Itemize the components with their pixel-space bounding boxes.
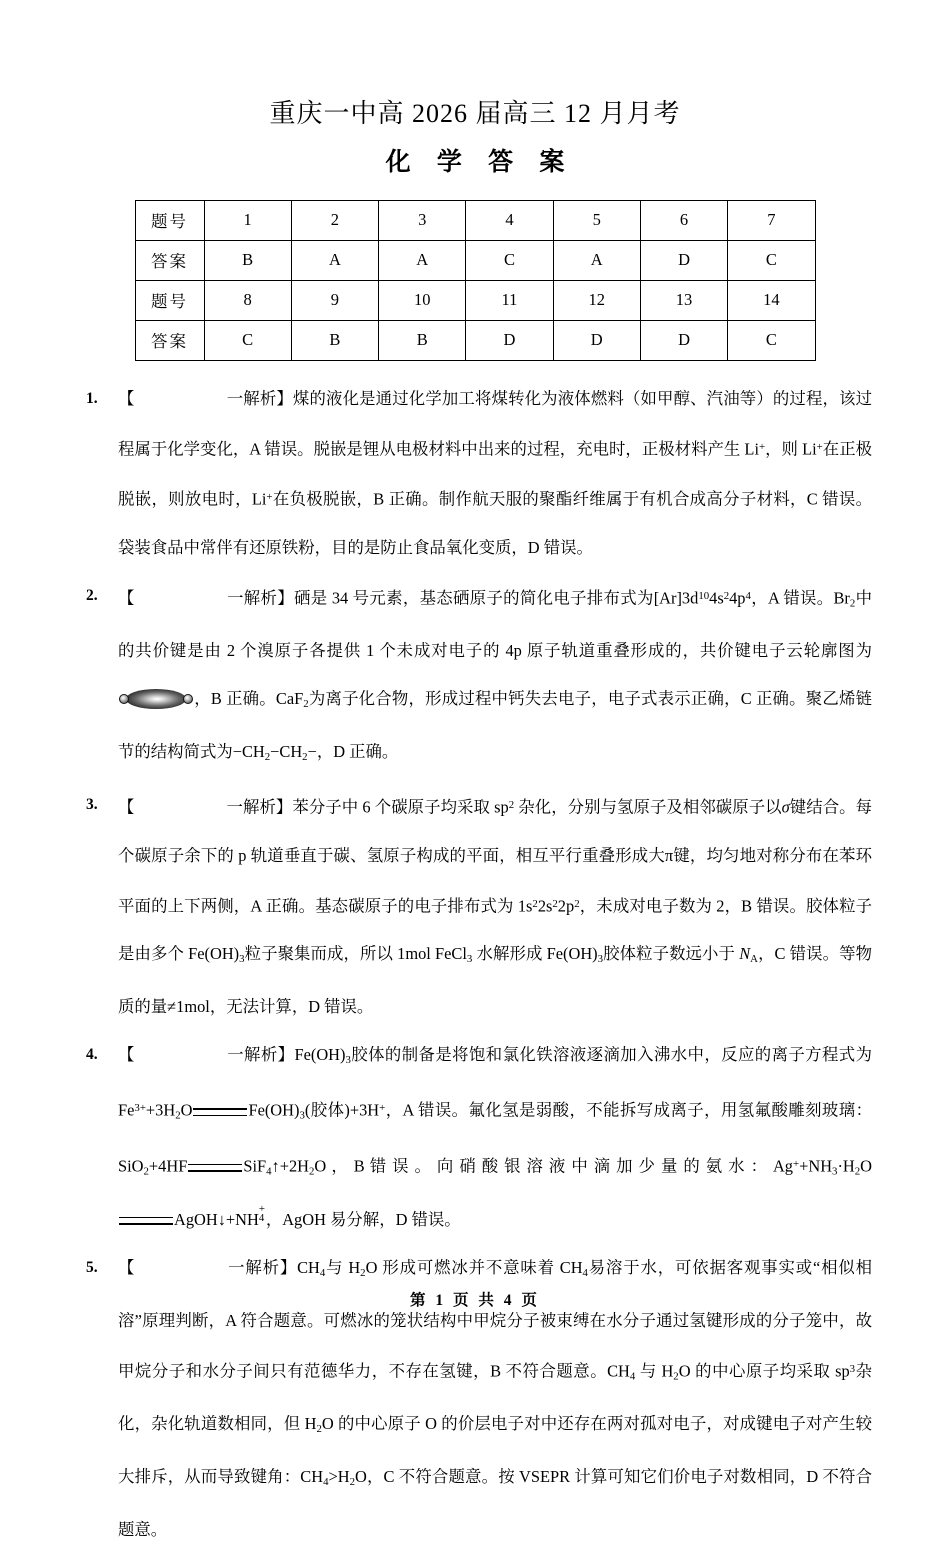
page-subtitle: 化 学 答 案 [385, 148, 575, 176]
explanation-item [86, 781, 872, 1031]
table-cell: 8 [204, 280, 291, 320]
subscript: 3 [345, 1054, 351, 1067]
subscript: 3 [466, 953, 473, 966]
subscript: 4 [629, 1370, 636, 1383]
table-cell: 3 [379, 200, 466, 240]
table-row-label: 题号 [135, 280, 204, 320]
table-cell: D [640, 240, 727, 280]
subscript: 2 [316, 1423, 322, 1436]
superscript: + [759, 440, 766, 453]
superscript: + [379, 1102, 386, 1115]
charge-superscript: + [258, 1202, 265, 1215]
table-cell: 1 [204, 200, 291, 240]
right-nucleus-icon [183, 694, 193, 704]
subscript: 4 [323, 1476, 329, 1489]
reaction-equals-icon [119, 1216, 173, 1226]
subscript: 2 [175, 1110, 181, 1123]
subscript: 2 [264, 751, 271, 764]
table-cell: 13 [640, 280, 727, 320]
subscript: 2 [303, 698, 309, 711]
superscript: 2 [508, 799, 515, 812]
table-cell: 12 [553, 280, 640, 320]
explanation-item [86, 375, 872, 572]
superscript: 4 [745, 589, 751, 602]
table-cell: 9 [291, 280, 378, 320]
superscript: 2 [552, 897, 558, 910]
charge-subscript: 4 [258, 1212, 265, 1225]
bracket-open: 【 [118, 1045, 135, 1065]
reaction-equals-icon [193, 1107, 247, 1117]
table-row [135, 320, 815, 360]
subscript: 2 [360, 1266, 366, 1279]
subscript: 2 [854, 1165, 861, 1178]
subscript: 2 [849, 597, 856, 610]
table-cell: B [379, 320, 466, 360]
explanation-item-number: 2. [86, 586, 98, 604]
analysis-label: 一解析】 [227, 1257, 298, 1277]
superscript: 2 [574, 897, 580, 910]
reaction-equals-icon [188, 1163, 242, 1173]
table-cell: C [728, 320, 815, 360]
explanation-item-number: 3. [86, 796, 98, 814]
page-title: 重庆一中高 2026 届高三 12 月月考 [269, 99, 681, 128]
table-row-label: 答案 [135, 240, 204, 280]
table-cell: D [553, 320, 640, 360]
answer-table [135, 200, 816, 361]
table-row [135, 280, 815, 320]
bracket-open: 【 [118, 797, 135, 817]
table-cell: 6 [640, 200, 727, 240]
table-cell: 11 [466, 280, 553, 320]
table-cell: A [291, 240, 378, 280]
sigma-bond-electron-cloud-icon [119, 688, 193, 710]
table-cell: A [553, 240, 640, 280]
bracket-open: 【 [118, 588, 135, 608]
superscript: 2 [532, 897, 538, 910]
electron-cloud-lobe [126, 689, 186, 709]
analysis-label: 一解析】 [226, 797, 293, 817]
table-row [135, 200, 815, 240]
subscript: 2 [673, 1370, 679, 1383]
table-cell: C [204, 320, 291, 360]
subscript: 2 [309, 1165, 315, 1178]
table-cell: B [291, 320, 378, 360]
table-cell: A [379, 240, 466, 280]
table-cell: 10 [379, 280, 466, 320]
superscript: 3 [849, 1362, 856, 1375]
subscript: A [750, 953, 758, 966]
table-row [135, 240, 815, 280]
superscript: + [816, 440, 823, 453]
subscript: 3 [597, 953, 604, 966]
answer-table-wrapper [135, 200, 816, 361]
analysis-label: 一解析】 [226, 388, 293, 408]
table-cell: 2 [291, 200, 378, 240]
table-row-label: 题号 [135, 200, 204, 240]
italic-symbol: N [739, 944, 751, 964]
answer-table-body [135, 200, 815, 360]
superscript: 10 [698, 589, 710, 602]
explanation-item-body: 【 一解析】煤的液化是通过化学加工将煤转化为液体燃料（如甲醇、汽油等）的过程，该过程属于化学变化，A 错误。脱嵌是锂从电极材料中出来的过程，充电时，正极材料产生 Li+，则 Li+在正极脱嵌，则放电时，Li+在负极脱嵌，B 正确。制作航天服的聚酯纤维属于有机合成高分子材料，C 错误。袋装食品中常伴有还原铁粉，目的是防止食品氧化变质，D 错误。 [118, 388, 873, 557]
analysis-label: 一解析】 [226, 1045, 295, 1065]
superscript: + [793, 1158, 800, 1171]
italic-symbol: σ [781, 797, 790, 817]
explanation-item-number: 4. [86, 1046, 98, 1064]
table-row-label: 答案 [135, 320, 204, 360]
table-cell: C [728, 240, 815, 280]
superscript: + [266, 491, 273, 504]
analysis-label: 一解析】 [226, 588, 294, 608]
table-cell: C [466, 240, 553, 280]
subscript: 4 [266, 1165, 272, 1178]
subscript: 2 [302, 751, 308, 764]
subscript: 3 [239, 953, 245, 966]
table-cell: 4 [466, 200, 553, 240]
table-cell: B [204, 240, 291, 280]
explanation-item-body: 【 一解析】苯分子中 6 个碳原子均采取 $sp^2$ 杂化，分别与氢原子及相邻碳原子以σ键结合。每个碳原子余下的 p 轨道垂直于碳、氢原子构成的平面，相互平行重叠形成大π键，均匀地对称分布在苯环平面的上下两侧，A 正确。基态碳原子的电子排布式为 $1s^22s^22p^2$，未成对电子数为 2，B 错误。胶体粒子是由多个 $Fe(OH)_3$粒子聚集而成，所以 1mol FeCl$_3$ 水解形成 $Fe(OH)_3$胶体粒子数远小于 $N_A$，C 错误。等物质的量≠1mol，无法计算，D 错误。 [118, 797, 873, 1017]
explanation-item-number: 5. [86, 1258, 98, 1276]
explanation-item [86, 1031, 872, 1243]
explanation-item-body: 【 一解析】硒是 34 号元素，基态硒原子的简化电子排布式为$[Ar]3d^{10}4s^24p^4$，A 错误。$Br_2$中的共价键是由 2 个溴原子各提供 1 个未成对电子的 4p 原子轨道重叠形成的，共价键电子云轮廓图为 ，B 正确。CaF$_2$为离子化合物，形成过程中钙失去电子，电子式表示正确，C 正确。聚乙烯链节的结构简式为$-CH_2-CH_2-$，D 正确。 [118, 588, 873, 764]
subscript: 2 [143, 1165, 149, 1178]
explanation-item-body: 【 一解析】$Fe(OH)_3$胶体的制备是将饱和氯化铁溶液逐滴加入沸水中，反应的离子方程式为 $Fe^{3+}+3H_2O$ $Fe(OH)_3$(胶体)+3H+，A 错误。氟化氢是弱酸，不能拆写成离子，用氢氟酸雕刻玻璃： SiO$_2$+4HF $SiF_4↑+2H_2O$ ， B 错 误 。 向 硝 酸 银 溶 液 中 滴 加 少 量 的 氨 水 ： $Ag^++NH_3\cdot H_2OAgOH↓+NH$ + 4 ，AgOH 易分解，D 错误。 [118, 1045, 873, 1229]
explanation-list [0, 375, 950, 1554]
subscript: 4 [582, 1266, 588, 1279]
subscript: 2 [349, 1476, 355, 1489]
subscript: 3 [832, 1165, 838, 1178]
table-cell: D [640, 320, 727, 360]
subscript: 4 [319, 1266, 326, 1279]
bracket-open: 【 [118, 1257, 136, 1277]
stacked-charge [258, 1202, 266, 1225]
explanation-item-number: 1. [86, 389, 98, 407]
superscript: 3+ [134, 1102, 146, 1115]
explanation-item [86, 572, 872, 782]
superscript: 2 [723, 589, 730, 602]
page-footer: 第 1 页 共 4 页 [410, 1292, 540, 1309]
table-cell: 14 [728, 280, 815, 320]
table-cell: D [466, 320, 553, 360]
subscript: 3 [299, 1110, 305, 1123]
explanation-item-body: 【 一解析】$CH_4$与 $H_2O$ 形成可燃冰并不意味着 $CH_4$易溶于水，可依据客观事实或“相似相溶”原理判断，A 符合题意。可燃冰的笼状结构中甲烷分子被束缚在水分子通过氢键形成的分子笼中，故甲烷分子和水分子间只有范德华力，不存在氢键，B 不符合题意。$CH_4$ 与 $H_2O$ 的中心原子均采取 $sp^3$杂化，杂化轨道数相同，但 $H_2O$ 的中心原子 O 的价层电子对中还存在两对孤对电子，对成键电子对产生较大排斥，从而导致键角：$CH_4>H_2O$，C 不符合题意。按 VSEPR 计算可知它们价电子对数相同，D 不符合题意。 [118, 1257, 873, 1540]
table-cell: 7 [728, 200, 815, 240]
table-cell: 5 [553, 200, 640, 240]
bracket-open: 【 [118, 388, 135, 408]
